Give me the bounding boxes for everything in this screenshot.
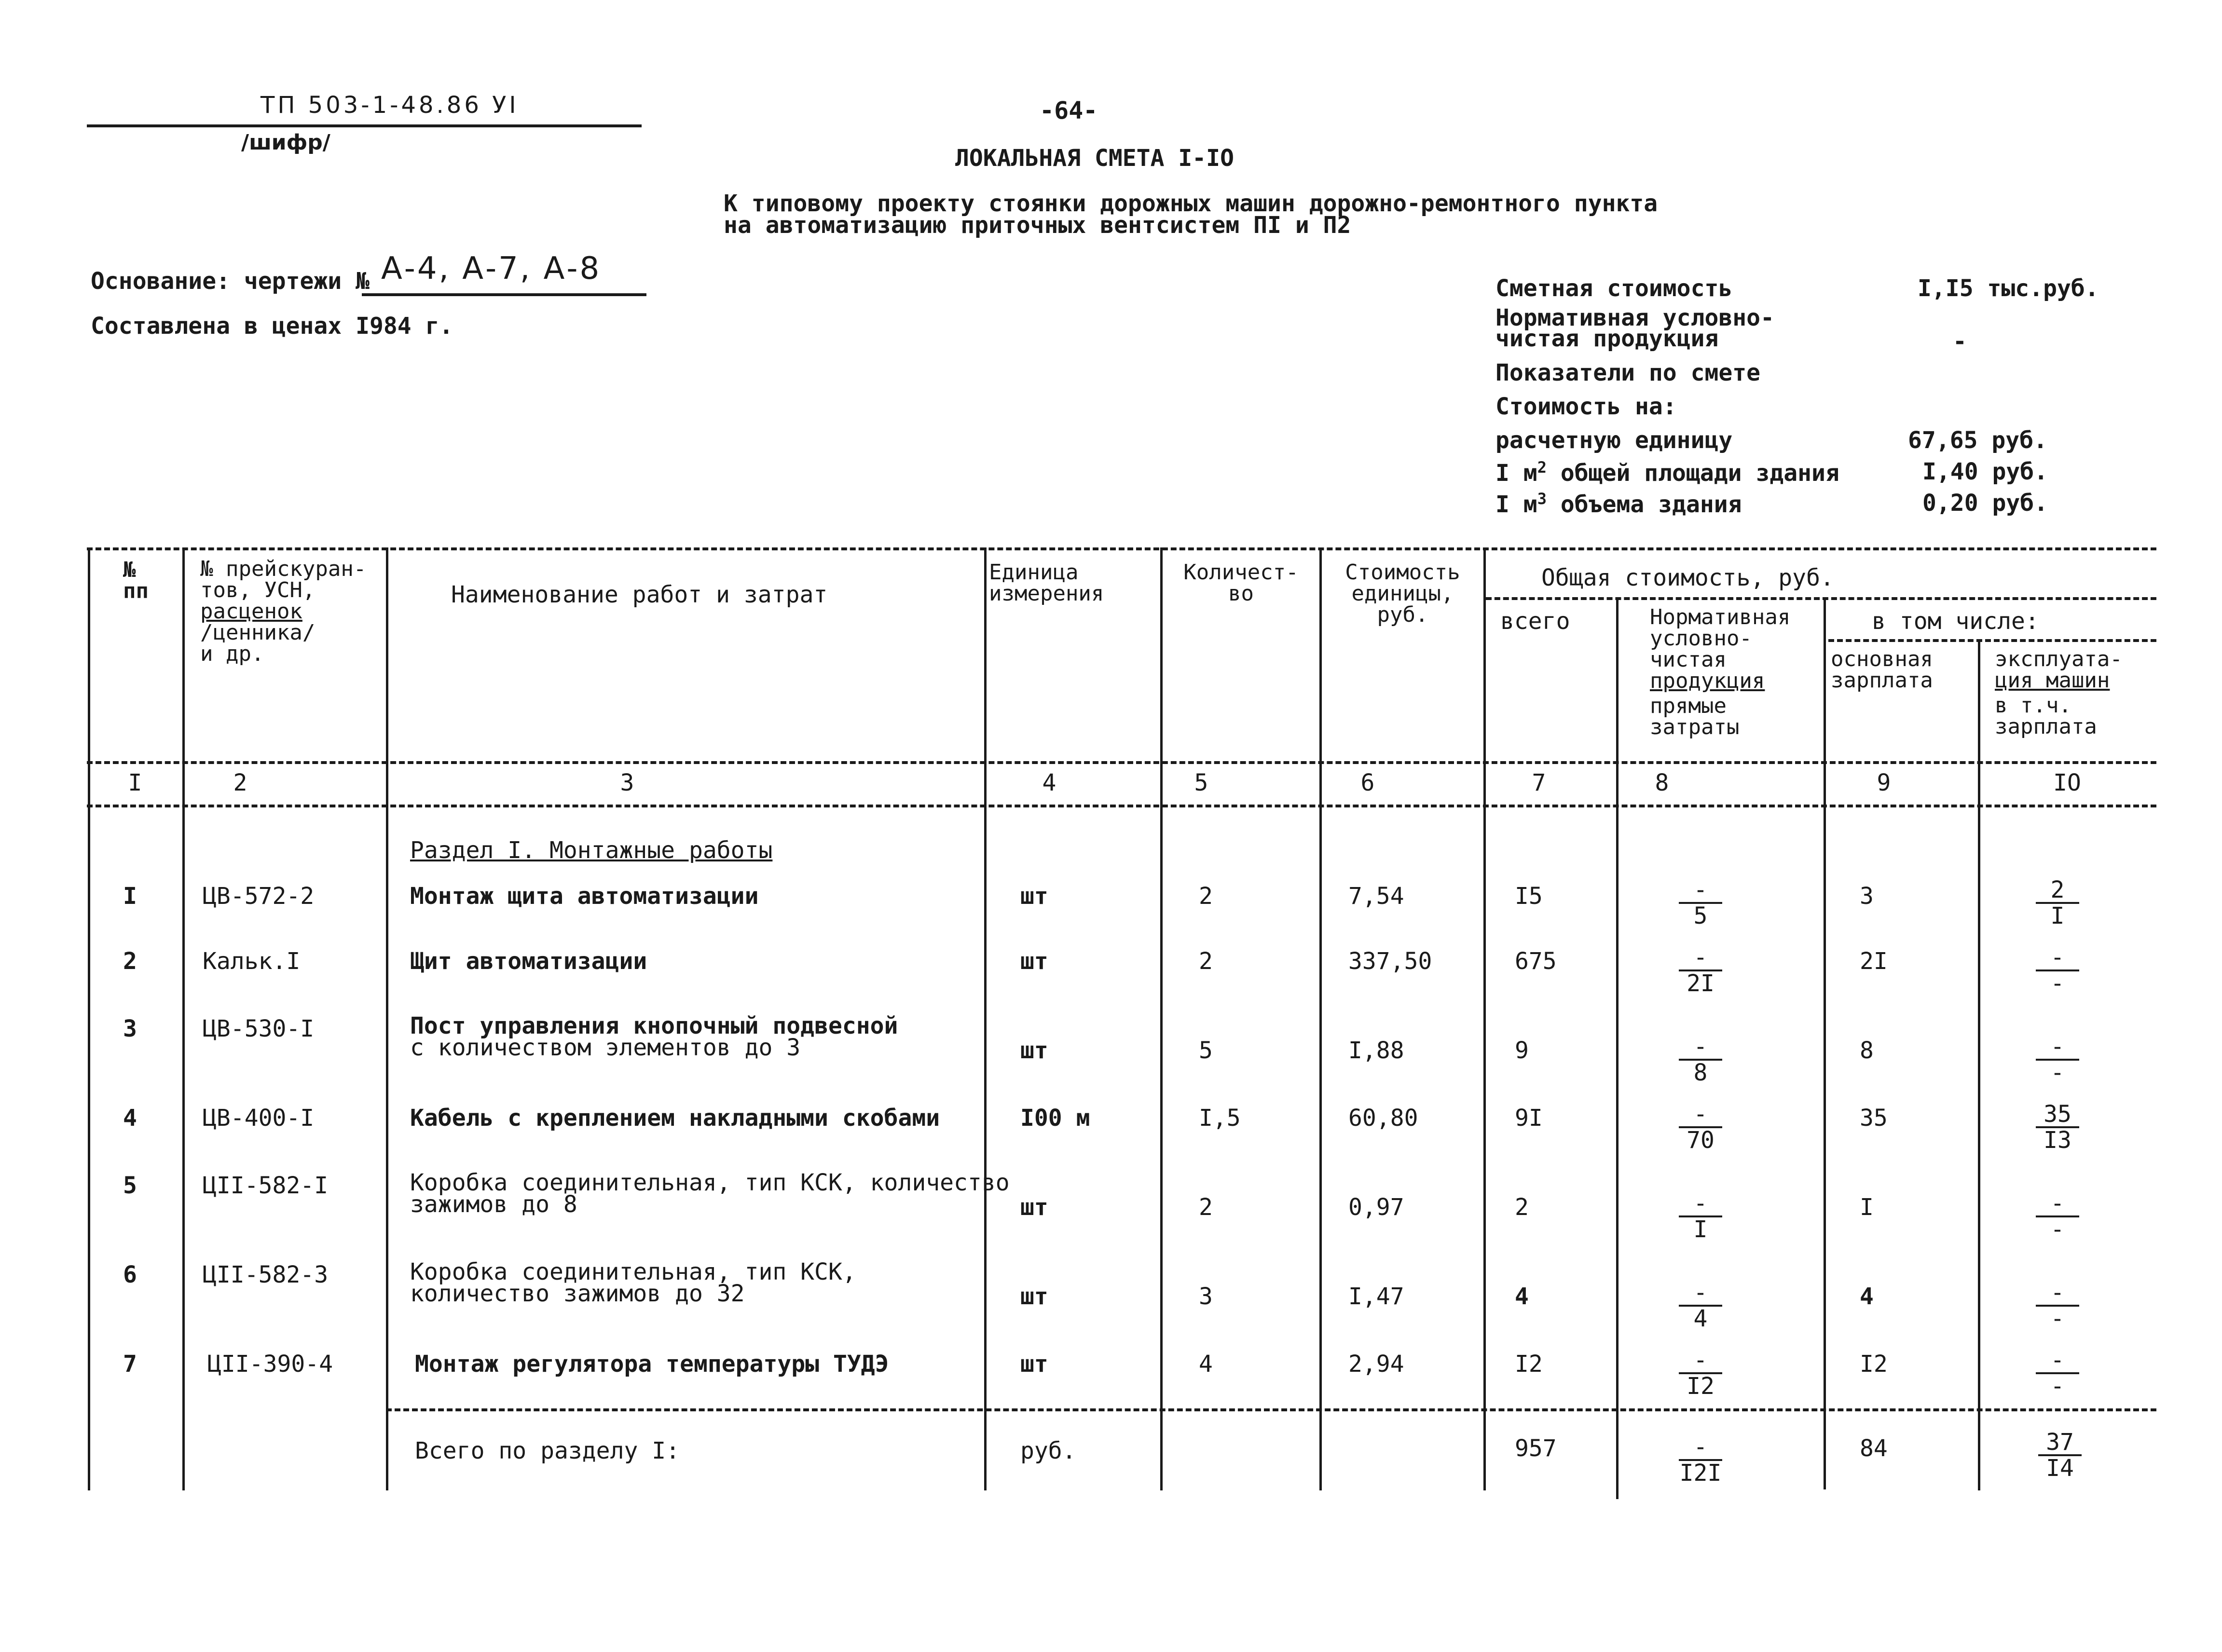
- row-code: ЦII-582-I: [203, 1172, 329, 1199]
- estimated-cost-value: I,I5 тыс.руб.: [1918, 275, 2099, 302]
- row-qty: 2: [1199, 948, 1213, 975]
- row-unit-cost: 337,50: [1348, 948, 1432, 975]
- col-border-9: [1978, 639, 1980, 1490]
- header-col4: Единица измерения: [989, 560, 1104, 606]
- row-number: 4: [123, 1105, 137, 1132]
- row-qty: 5: [1199, 1037, 1213, 1064]
- row-machine-fraction: 2 I: [2031, 878, 2084, 928]
- row-name: Монтаж регулятора температуры ТУДЭ: [415, 1351, 889, 1378]
- column-number: 8: [1655, 769, 1669, 796]
- area-cost-label: I $м^2$ общей площади здания: [1495, 458, 1839, 487]
- row-number: 6: [123, 1261, 137, 1288]
- project-code: ТП 503-1-48.86 УI: [261, 92, 519, 119]
- col-border-1: [182, 547, 185, 1490]
- row-unit-cost: 7,54: [1348, 883, 1404, 910]
- header-col6: Стоимость единицы, руб.: [1345, 560, 1460, 627]
- row-code: ЦВ-400-I: [203, 1105, 315, 1132]
- row-unit: шт: [1020, 1194, 1048, 1221]
- row-number: I: [123, 883, 137, 910]
- row-code: ЦII-582-3: [203, 1261, 329, 1288]
- column-number: 2: [233, 769, 247, 796]
- row-norm-fraction: - 8: [1674, 1035, 1727, 1085]
- col-border-8: [1824, 597, 1826, 1489]
- row-name-continued: количество зажимов до 32: [410, 1280, 745, 1307]
- row-qty: 3: [1199, 1283, 1213, 1310]
- section-total-rule: [386, 1408, 2156, 1411]
- column-number-rule: [87, 805, 2156, 807]
- row-number: 5: [123, 1172, 137, 1199]
- header-bottom-rule: [87, 761, 2156, 764]
- area-cost-value: I,40 руб.: [1922, 458, 2048, 485]
- row-unit: шт: [1020, 1283, 1048, 1310]
- section-total-norm-fraction: - I2I: [1679, 1434, 1722, 1487]
- col-border-2: [386, 547, 388, 1490]
- unit-cost-label: расчетную единицу: [1495, 427, 1733, 454]
- col-border-left: [88, 547, 90, 1490]
- column-number: I: [128, 769, 142, 796]
- row-unit-cost: 0,97: [1348, 1194, 1404, 1221]
- row-norm-fraction: - 5: [1674, 878, 1727, 928]
- header-col3: Наименование работ и затрат: [451, 581, 828, 608]
- row-code: Кальк.I: [203, 948, 301, 975]
- row-machine-fraction: - -: [2031, 945, 2084, 996]
- header-col5: Количест- во: [1183, 560, 1299, 606]
- row-total: 675: [1515, 948, 1557, 975]
- row-machine-fraction: - -: [2031, 1281, 2084, 1331]
- document-title: ЛОКАЛЬНАЯ СМЕТА I-IO: [955, 145, 1234, 172]
- prices-note: Составлена в ценах I984 г.: [91, 313, 453, 340]
- row-machine-fraction: - -: [2031, 1035, 2084, 1085]
- row-salary: 3: [1860, 883, 1874, 910]
- row-unit-cost: 2,94: [1348, 1351, 1404, 1378]
- unit-cost-value: 67,65 руб.: [1908, 427, 2047, 454]
- incl-group-rule: [1828, 639, 2156, 642]
- row-name-continued: зажимов до 8: [410, 1191, 577, 1218]
- basis-underline: [362, 293, 646, 296]
- row-unit: I00 м: [1020, 1105, 1090, 1132]
- header-col7: всего: [1500, 608, 1570, 635]
- column-number: 4: [1042, 769, 1056, 796]
- col-border-6: [1483, 547, 1486, 1490]
- row-unit: шт: [1020, 883, 1048, 910]
- header-total-group: Общая стоимость, руб.: [1541, 564, 1834, 591]
- row-salary: 8: [1860, 1037, 1874, 1064]
- header-incl-group: в том числе:: [1872, 608, 2039, 635]
- row-norm-fraction: - I2: [1674, 1348, 1727, 1398]
- volume-cost-value: 0,20 руб.: [1922, 490, 2048, 517]
- row-norm-fraction: - I: [1674, 1191, 1727, 1242]
- subtitle-line-2: на автоматизацию приточных вентсистем ПI и П2: [724, 212, 1351, 239]
- basis-label: Основание: чертежи №: [91, 268, 370, 295]
- row-qty: I,5: [1199, 1105, 1241, 1132]
- cipher-label: /шифр/: [241, 130, 330, 155]
- row-norm-fraction: - 4: [1674, 1281, 1727, 1331]
- row-total: I2: [1515, 1351, 1543, 1378]
- volume-cost-label: I $м^3$ объема здания: [1495, 490, 1742, 518]
- row-code: ЦВ-530-I: [203, 1015, 315, 1042]
- header-col9: основная зарплата: [1831, 647, 1933, 693]
- row-salary: 35: [1860, 1105, 1888, 1132]
- row-name: Пост управления кнопочный подвесной: [410, 1012, 898, 1039]
- section-title: Раздел I. Монтажные работы: [410, 837, 773, 864]
- column-number: 6: [1360, 769, 1375, 796]
- row-total: 9I: [1515, 1105, 1543, 1132]
- row-total: 9: [1515, 1037, 1529, 1064]
- row-qty: 2: [1199, 883, 1213, 910]
- row-total: I5: [1515, 883, 1543, 910]
- estimated-cost-label: Сметная стоимость: [1495, 275, 1733, 302]
- row-name: Коробка соединительная, тип КСК, количество: [410, 1169, 1010, 1196]
- col-border-7: [1616, 597, 1618, 1499]
- row-salary: I2: [1860, 1351, 1888, 1378]
- row-name: Коробка соединительная, тип КСК,: [410, 1258, 856, 1285]
- section-total-unit: руб.: [1020, 1437, 1076, 1464]
- row-number: 2: [123, 948, 137, 975]
- column-number: 3: [620, 769, 634, 796]
- row-unit-cost: I,88: [1348, 1037, 1404, 1064]
- row-total: 4: [1515, 1283, 1529, 1310]
- row-unit-cost: I,47: [1348, 1283, 1404, 1310]
- total-group-rule: [1486, 597, 2156, 600]
- col-border-4: [1160, 547, 1163, 1490]
- header-col1: № пп: [123, 558, 149, 603]
- row-norm-fraction: - 2I: [1674, 945, 1727, 996]
- indicators-label: Показатели по смете: [1495, 359, 1761, 386]
- section-total-label: Всего по разделу I:: [415, 1437, 680, 1464]
- row-name: Кабель с креплением накладными скобами: [410, 1105, 940, 1132]
- column-number: 9: [1877, 769, 1891, 796]
- basis-drawings: А-4, А-7, А-8: [381, 251, 602, 287]
- table-top-rule: [87, 547, 2156, 550]
- row-salary: 4: [1860, 1283, 1874, 1310]
- row-name: Щит автоматизации: [410, 948, 647, 975]
- section-total-value: 957: [1515, 1435, 1557, 1462]
- header-col8: Нормативная условно- чистая продукция прямые затраты: [1650, 605, 1791, 739]
- column-number: IO: [2053, 769, 2081, 796]
- row-unit: шт: [1020, 948, 1048, 975]
- row-name-continued: с количеством элементов до 3: [410, 1034, 801, 1061]
- col-border-5: [1319, 547, 1322, 1490]
- row-name: Монтаж щита автоматизации: [410, 883, 759, 910]
- column-number: 7: [1532, 769, 1546, 796]
- row-unit: шт: [1020, 1351, 1048, 1378]
- row-total: 2: [1515, 1194, 1529, 1221]
- row-machine-fraction: - -: [2031, 1348, 2084, 1398]
- normative-value: -: [1953, 328, 1967, 355]
- section-total-salary: 84: [1860, 1435, 1888, 1462]
- header-col10: эксплуата- ция машин в т.ч. зарплата: [1995, 647, 2123, 739]
- row-unit-cost: 60,80: [1348, 1105, 1418, 1132]
- project-code-underline: [87, 124, 642, 127]
- subtitle-line-1: К типовому проекту стоянки дорожных машин дорожно-ремонтного пункта: [724, 190, 1658, 217]
- section-total-machine-fraction: 37 I4: [2033, 1430, 2086, 1480]
- row-norm-fraction: - 70: [1674, 1102, 1727, 1152]
- row-code: ЦВ-572-2: [203, 883, 315, 910]
- column-number: 5: [1194, 769, 1208, 796]
- cost-on-label: Стоимость на:: [1495, 393, 1677, 420]
- header-col2: № прейскуран- тов, УСН, расценок /ценника/ и др.: [200, 557, 367, 666]
- row-number: 3: [123, 1015, 137, 1042]
- row-qty: 2: [1199, 1194, 1213, 1221]
- row-machine-fraction: - -: [2031, 1191, 2084, 1242]
- normative-label-line-1: Нормативная условно-: [1495, 304, 1774, 331]
- row-salary: 2I: [1860, 948, 1888, 975]
- row-qty: 4: [1199, 1351, 1213, 1378]
- row-number: 7: [123, 1351, 137, 1378]
- row-code: ЦII-390-4: [207, 1351, 333, 1378]
- row-salary: I: [1860, 1194, 1874, 1221]
- row-unit: шт: [1020, 1037, 1048, 1064]
- normative-label-line-2: чистая продукция: [1495, 325, 1719, 352]
- page-number: -64-: [1040, 96, 1098, 124]
- row-machine-fraction: 35 I3: [2031, 1102, 2084, 1152]
- col-border-3: [984, 547, 987, 1490]
